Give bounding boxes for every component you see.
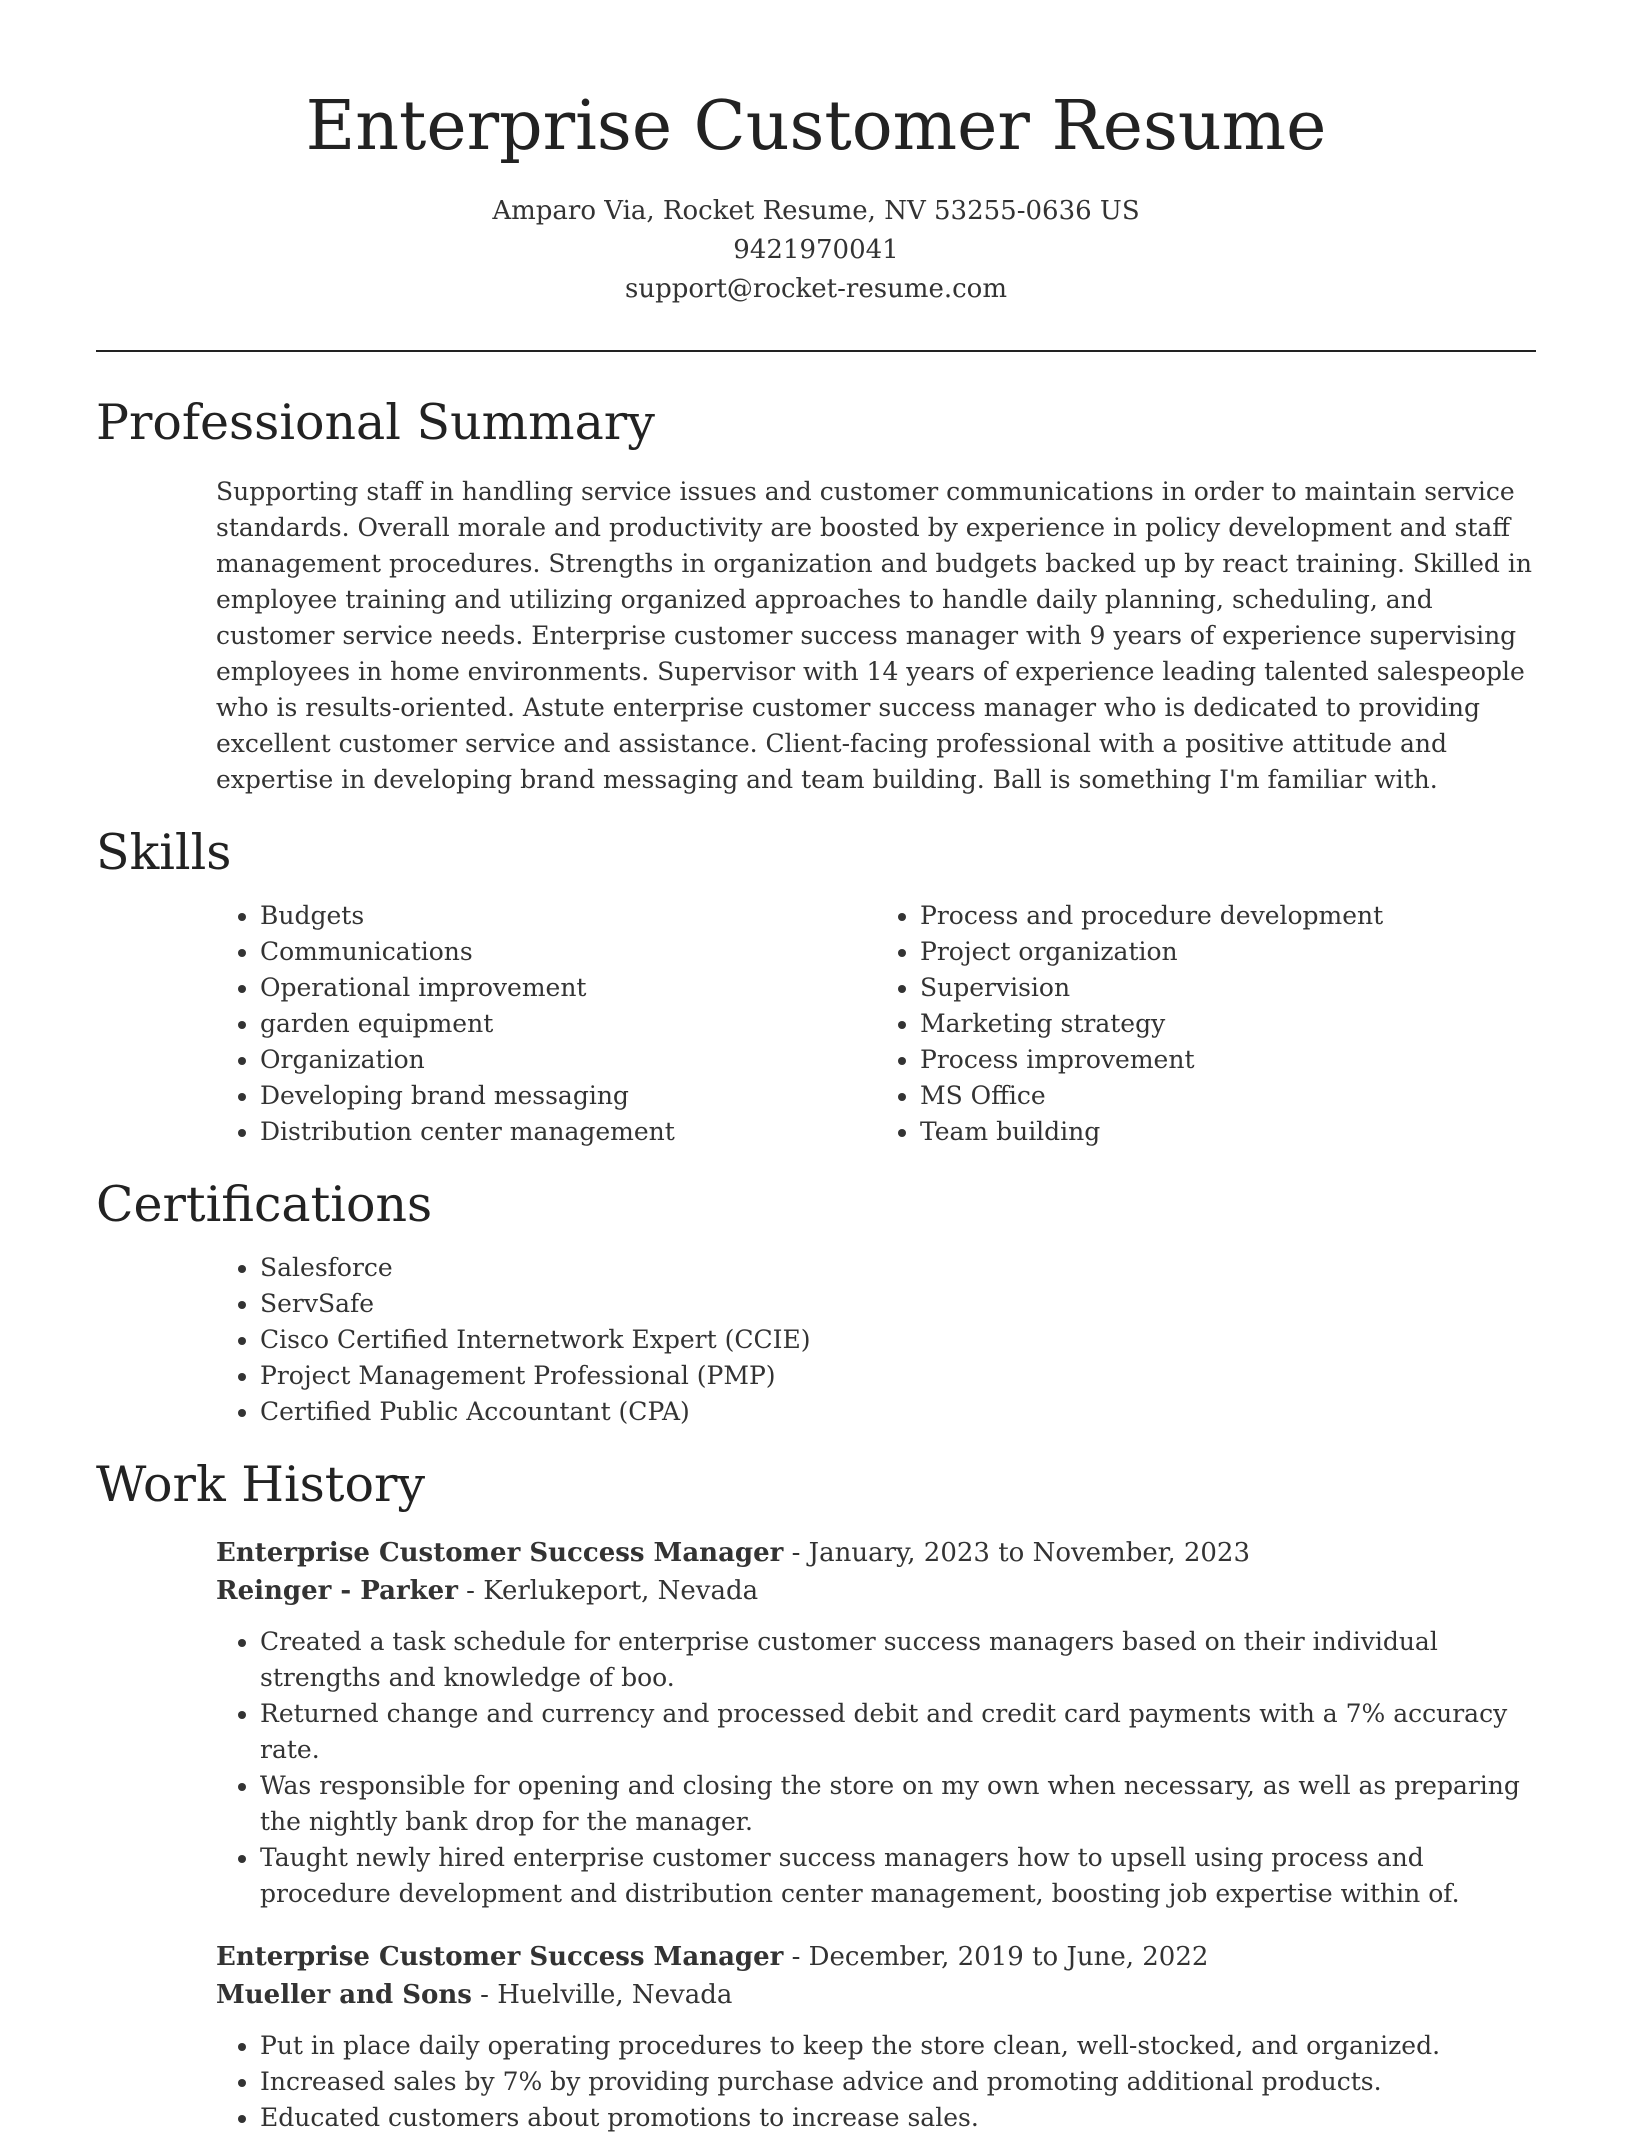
job-title: Enterprise Customer Success Manager bbox=[216, 1538, 784, 1568]
job-bullets bbox=[216, 2028, 1536, 2136]
job-title: Enterprise Customer Success Manager bbox=[216, 1942, 784, 1972]
contact-email: support@rocket-resume.com bbox=[624, 274, 1007, 304]
summary-text: Supporting staff in handling service issues and customer communications in order to maintain service standards. Overall morale and productivity are boosted by experience in policy development and staff management procedures. Strengths in organization and budgets backed up by react training. Skilled in employee training and utilizing organized approaches to handle daily planning, scheduling, and customer service needs. Enterprise customer success manager with 9 years of experience supervising employees in home environments. Supervisor with 14 years of experience leading talented salespeople who is results-oriented. Astute enterprise customer success manager who is dedicated to providing excellent customer service and assistance. Client-facing professional with a positive attitude and expertise in developing brand messaging and team building. Ball is something I'm familiar with. bbox=[216, 477, 1532, 794]
job-company: Reinger - Parker bbox=[216, 1576, 458, 1606]
skills-grid bbox=[216, 898, 1536, 1150]
skills-section bbox=[96, 820, 1536, 1150]
skill-item: • Supervision bbox=[920, 970, 1536, 1006]
certification-item: • Salesforce bbox=[260, 1250, 1536, 1286]
job-company-line bbox=[216, 1572, 1536, 1610]
skills-heading: Skills bbox=[96, 824, 232, 881]
job-dates: - December, 2019 to June, 2022 bbox=[783, 1942, 1209, 1972]
summary-section bbox=[96, 390, 1536, 798]
skill-item: • Marketing strategy bbox=[920, 1006, 1536, 1042]
job-bullet: • Created a task schedule for enterprise customer success managers based on their individual strengths and knowledge of boo. bbox=[260, 1624, 1536, 1696]
job-dates: - January, 2023 to November, 2023 bbox=[783, 1538, 1251, 1568]
resume-header bbox=[0, 0, 1632, 309]
job-title-line bbox=[216, 1534, 1536, 1572]
skill-item: • Operational improvement bbox=[260, 970, 876, 1006]
resume-title: Enterprise Customer Resume bbox=[305, 87, 1327, 166]
job-bullet: • Put in place daily operating procedures to keep the store clean, well-stocked, and organized. bbox=[260, 2028, 1536, 2064]
job-bullet: • Educated customers about promotions to increase sales. bbox=[260, 2100, 1536, 2136]
skill-item: • Organization bbox=[260, 1042, 876, 1078]
skill-item: • MS Office bbox=[920, 1078, 1536, 1114]
job-bullet: • Returned change and currency and processed debit and credit card payments with a 7% accuracy rate. bbox=[260, 1696, 1536, 1768]
summary-heading: Professional Summary bbox=[96, 394, 655, 451]
job-bullet: • Taught newly hired enterprise customer success managers how to upsell using process and procedure development and distribution center management, boosting job expertise within of. bbox=[260, 1840, 1536, 1912]
certification-item: • Certified Public Accountant (CPA) bbox=[260, 1394, 1536, 1430]
work-history-section bbox=[96, 1452, 1536, 2136]
job-bullets bbox=[216, 1624, 1536, 1912]
skill-item: • Budgets bbox=[260, 898, 876, 934]
job-company: Mueller and Sons bbox=[216, 1980, 472, 2010]
header-divider bbox=[96, 350, 1536, 352]
certifications-block bbox=[216, 1250, 1536, 1430]
contact-phone: 9421970041 bbox=[733, 235, 899, 265]
job-entry bbox=[216, 1534, 1536, 1912]
skill-item: • Process improvement bbox=[920, 1042, 1536, 1078]
job-title-line bbox=[216, 1938, 1536, 1976]
certification-item: • Project Management Professional (PMP) bbox=[260, 1358, 1536, 1394]
job-location: - Kerlukeport, Nevada bbox=[457, 1576, 759, 1606]
skill-item: • garden equipment bbox=[260, 1006, 876, 1042]
contact-block bbox=[0, 192, 1632, 309]
job-bullet: • Was responsible for opening and closing the store on my own when necessary, as well as preparing the nightly bank drop for the manager. bbox=[260, 1768, 1536, 1840]
job-bullet: • Increased sales by 7% by providing purchase advice and promoting additional products. bbox=[260, 2064, 1536, 2100]
skills-list-left bbox=[216, 898, 876, 1150]
skill-item: • Distribution center management bbox=[260, 1114, 876, 1150]
job-entry bbox=[216, 1938, 1536, 2136]
skill-item: • Communications bbox=[260, 934, 876, 970]
skill-item: • Developing brand messaging bbox=[260, 1078, 876, 1114]
certifications-section bbox=[96, 1172, 1536, 1430]
certification-item: • ServSafe bbox=[260, 1286, 1536, 1322]
skill-item: • Team building bbox=[920, 1114, 1536, 1150]
contact-address: Amparo Via, Rocket Resume, NV 53255-0636 US bbox=[492, 196, 1140, 226]
skill-item: • Process and procedure development bbox=[920, 898, 1536, 934]
certifications-list bbox=[216, 1250, 1536, 1430]
certification-item: • Cisco Certified Internetwork Expert (CCIE) bbox=[260, 1322, 1536, 1358]
work-history-heading: Work History bbox=[96, 1456, 426, 1513]
job-location: - Huelville, Nevada bbox=[471, 1980, 733, 2010]
job-company-line bbox=[216, 1976, 1536, 2014]
skills-list-right bbox=[876, 898, 1536, 1150]
certifications-heading: Certifications bbox=[96, 1176, 433, 1233]
skill-item: • Project organization bbox=[920, 934, 1536, 970]
